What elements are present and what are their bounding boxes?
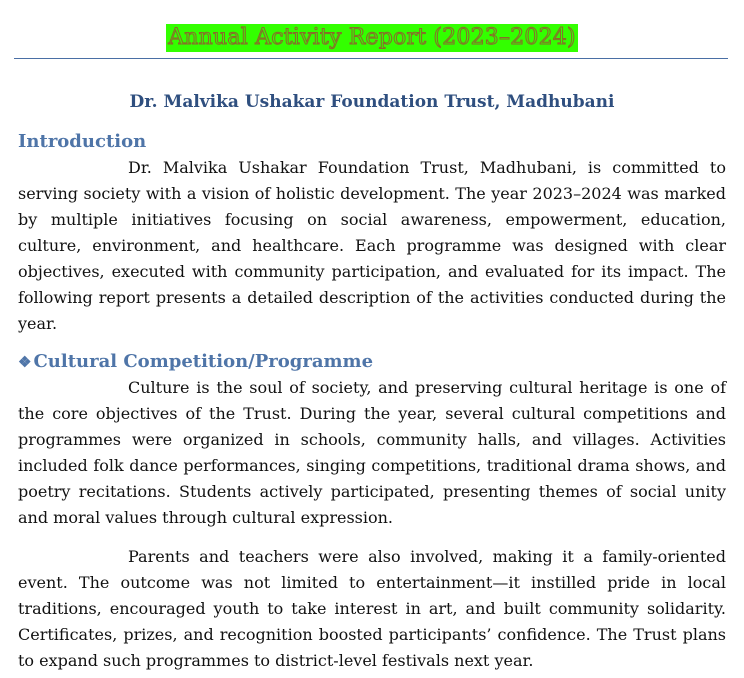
title-container — [0, 24, 744, 52]
report-title: Annual Activity Report (2023–2024) — [168, 25, 576, 50]
cultural-paragraph-1: Culture is the soul of society, and preserving cultural heritage is one of the core objectives of the Trust. During the year, several cultural competitions and programmes were organized in schools, community halls, and villages. Activities included folk dance performances, singing competitions, traditional drama shows, and poetry recitations. Students actively participated, presenting themes of social unity and moral values through cultural expression. — [18, 378, 726, 527]
section-heading-cultural-label: Cultural Competition/Programme — [33, 351, 374, 372]
introduction-paragraph: Dr. Malvika Ushakar Foundation Trust, Madhubani, is committed to serving society with a vision of holistic development. The year 2023–2024 was marked by multiple initiatives focusing on social awareness, empowerment, education, culture, environment, and healthcare. Each programme was designed with clear objectives, executed with community participation, and evaluated for its impact. The following report presents a detailed description of the activities conducted during the year. — [18, 158, 726, 333]
cultural-paragraph-2: Parents and teachers were also involved, making it a family-oriented event. The outcome was not limited to entertainment—it instilled pride in local traditions, encouraged youth to take interest in art, and built community solidarity. Certificates, prizes, and recognition boosted participants’ confidence. The Trust plans to expand such programmes to district-level festivals next year. — [18, 547, 726, 670]
organization-name: Dr. Malvika Ushakar Foundation Trust, Madhubani — [129, 92, 615, 112]
diamond-bullet-icon: ❖ — [18, 353, 32, 371]
title-divider — [14, 58, 728, 59]
section-heading-introduction: Introduction — [18, 131, 147, 152]
section-heading-cultural — [18, 351, 373, 373]
